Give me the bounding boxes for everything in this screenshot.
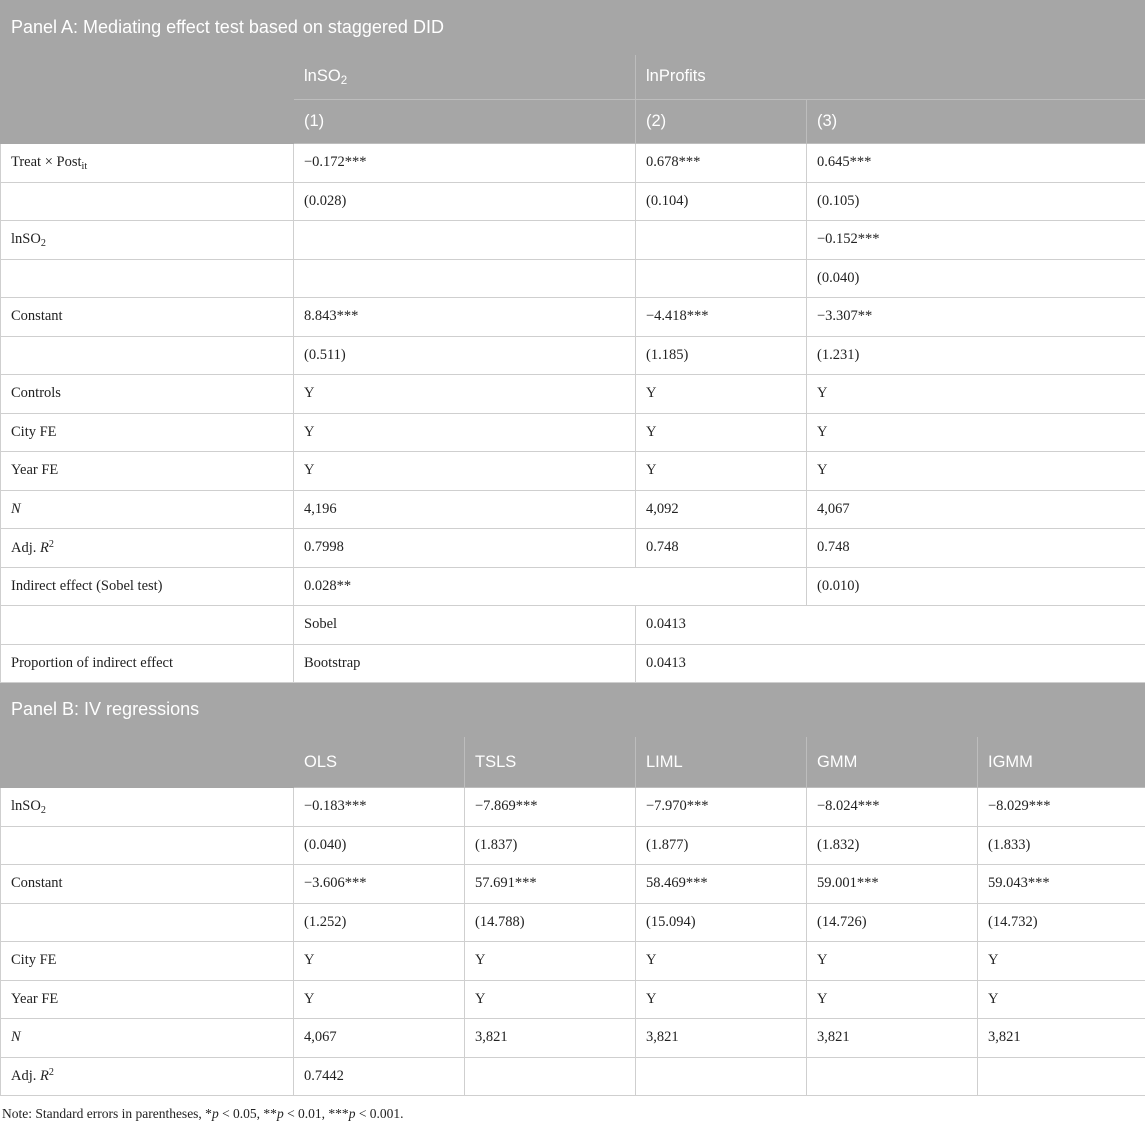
row-label-treat-post	[1, 144, 294, 183]
cell: (1.877)	[636, 826, 807, 865]
cell: Y	[807, 413, 1145, 452]
cell: (0.040)	[807, 259, 1145, 298]
table-row	[1, 452, 1145, 491]
cell: Y	[294, 942, 465, 981]
table-row	[1, 567, 1145, 606]
row-label-year-fe: Year FE	[1, 980, 294, 1019]
cell: Bootstrap	[294, 644, 636, 683]
cell: 0.645***	[807, 144, 1145, 183]
col-igmm: IGMM	[978, 737, 1145, 788]
table-row	[1, 1057, 1145, 1096]
cell: (0.010)	[807, 567, 1145, 606]
row-label-proportion: Proportion of indirect effect	[1, 644, 294, 683]
col-liml: LIML	[636, 737, 807, 788]
cell: (1.231)	[807, 336, 1145, 375]
cell	[294, 221, 636, 260]
cell: −3.307**	[807, 298, 1145, 337]
table-row	[1, 903, 1145, 942]
lnso2-text: lnSO	[11, 231, 41, 247]
table-row	[1, 529, 1145, 568]
cell: 3,821	[636, 1019, 807, 1058]
table-row	[1, 298, 1145, 337]
cell: −8.029***	[978, 788, 1145, 827]
note-p: p	[277, 1106, 284, 1121]
cell: 0.7998	[294, 529, 636, 568]
cell: 58.469***	[636, 865, 807, 904]
n-text: N	[11, 501, 21, 517]
cell: (0.105)	[807, 182, 1145, 221]
cell: Y	[294, 980, 465, 1019]
panel-b-title: Panel B: IV regressions	[1, 683, 1145, 737]
n-text: N	[11, 1029, 21, 1045]
cell: (1.837)	[465, 826, 636, 865]
stub-header	[1, 55, 294, 100]
row-label-constant: Constant	[1, 298, 294, 337]
cell: −7.869***	[465, 788, 636, 827]
cell: −0.152***	[807, 221, 1145, 260]
note-text: < 0.01, ***	[284, 1106, 349, 1121]
row-label-adj-r2	[1, 1057, 294, 1096]
treat-post-text: Treat × Post	[11, 154, 82, 170]
panel-a-col-number-row	[1, 99, 1145, 144]
table-row	[1, 826, 1145, 865]
lnso2-text: lnSO	[11, 798, 41, 814]
row-label-lnso2	[1, 221, 294, 260]
cell: 59.001***	[807, 865, 978, 904]
cell: Y	[636, 980, 807, 1019]
table-row	[1, 490, 1145, 529]
col-ols: OLS	[294, 737, 465, 788]
cell: (0.028)	[294, 182, 636, 221]
table-row	[1, 221, 1145, 260]
row-label-empty	[1, 259, 294, 298]
cell: 4,067	[807, 490, 1145, 529]
stub-header	[1, 737, 294, 788]
table-note	[0, 1096, 1145, 1122]
cell: 0.0413	[636, 644, 1145, 683]
cell: −8.024***	[807, 788, 978, 827]
cell: Y	[465, 980, 636, 1019]
cell: −0.183***	[294, 788, 465, 827]
row-label-empty	[1, 182, 294, 221]
cell: Y	[807, 452, 1145, 491]
r-sup: 2	[49, 539, 54, 550]
cell: Y	[636, 942, 807, 981]
cell: 0.7442	[294, 1057, 465, 1096]
col-2-label: (2)	[636, 99, 807, 144]
stub-header	[1, 99, 294, 144]
cell: 0.0413	[636, 606, 1145, 645]
cell: 4,067	[294, 1019, 465, 1058]
cell	[636, 259, 807, 298]
table-row	[1, 182, 1145, 221]
cell: 59.043***	[978, 865, 1145, 904]
note-text: < 0.001.	[355, 1106, 403, 1121]
cell: −4.418***	[636, 298, 807, 337]
cell: Y	[465, 942, 636, 981]
cell: (1.833)	[978, 826, 1145, 865]
dep-var-lnso2-text: lnSO	[304, 67, 341, 85]
cell: (15.094)	[636, 903, 807, 942]
cell: Y	[294, 413, 636, 452]
cell: −7.970***	[636, 788, 807, 827]
dep-var-lnprofits: lnProfits	[636, 55, 1145, 100]
note-text: Note: Standard errors in parentheses, *	[2, 1106, 212, 1121]
row-label-constant: Constant	[1, 865, 294, 904]
table-row	[1, 606, 1145, 645]
table-row	[1, 865, 1145, 904]
cell: (0.511)	[294, 336, 636, 375]
table-row	[1, 788, 1145, 827]
treat-post-sub: it	[82, 161, 88, 172]
adj-text: Adj.	[11, 540, 40, 556]
r-text: R	[40, 1068, 49, 1084]
row-label-empty	[1, 826, 294, 865]
r-text: R	[40, 540, 49, 556]
cell: Y	[807, 980, 978, 1019]
cell: (14.788)	[465, 903, 636, 942]
cell: 8.843***	[294, 298, 636, 337]
note-text: < 0.05, **	[219, 1106, 277, 1121]
lnso2-sub: 2	[41, 238, 46, 249]
table-row	[1, 375, 1145, 414]
cell: 3,821	[978, 1019, 1145, 1058]
table-row	[1, 259, 1145, 298]
cell	[636, 1057, 807, 1096]
cell: Y	[636, 452, 807, 491]
row-label-lnso2	[1, 788, 294, 827]
col-tsls: TSLS	[465, 737, 636, 788]
table-row	[1, 644, 1145, 683]
cell: (14.726)	[807, 903, 978, 942]
cell	[807, 1057, 978, 1096]
panel-a-title: Panel A: Mediating effect test based on staggered DID	[1, 1, 1145, 55]
row-label-year-fe: Year FE	[1, 452, 294, 491]
cell: −3.606***	[294, 865, 465, 904]
cell: 3,821	[807, 1019, 978, 1058]
cell: Y	[294, 452, 636, 491]
adj-text: Adj.	[11, 1068, 40, 1084]
col-3-label: (3)	[807, 99, 1145, 144]
table-row	[1, 336, 1145, 375]
row-label-city-fe: City FE	[1, 942, 294, 981]
lnso2-sub: 2	[41, 805, 46, 816]
cell: (0.040)	[294, 826, 465, 865]
cell: (14.732)	[978, 903, 1145, 942]
cell: Y	[294, 375, 636, 414]
cell: 4,092	[636, 490, 807, 529]
cell: 0.748	[636, 529, 807, 568]
cell: Y	[807, 375, 1145, 414]
cell: Y	[978, 942, 1145, 981]
cell: (1.185)	[636, 336, 807, 375]
table-row	[1, 980, 1145, 1019]
cell	[636, 221, 807, 260]
dep-var-lnso2	[294, 55, 636, 100]
cell: (1.252)	[294, 903, 465, 942]
row-label-city-fe: City FE	[1, 413, 294, 452]
row-label-empty	[1, 903, 294, 942]
cell: 0.678***	[636, 144, 807, 183]
note-p: p	[349, 1106, 356, 1121]
dep-var-lnso2-sub: 2	[341, 75, 347, 87]
cell: (0.104)	[636, 182, 807, 221]
panel-b-header	[1, 683, 1145, 737]
cell: Sobel	[294, 606, 636, 645]
col-gmm: GMM	[807, 737, 978, 788]
cell	[465, 1057, 636, 1096]
row-label-n	[1, 490, 294, 529]
cell: 0.028**	[294, 567, 807, 606]
row-label-adj-r2	[1, 529, 294, 568]
cell	[978, 1057, 1145, 1096]
cell: 57.691***	[465, 865, 636, 904]
cell: −0.172***	[294, 144, 636, 183]
row-label-empty	[1, 606, 294, 645]
row-label-controls: Controls	[1, 375, 294, 414]
col-1-label: (1)	[294, 99, 636, 144]
row-label-empty	[1, 336, 294, 375]
cell: 4,196	[294, 490, 636, 529]
table-row	[1, 942, 1145, 981]
table-row	[1, 413, 1145, 452]
cell: (1.832)	[807, 826, 978, 865]
cell: 0.748	[807, 529, 1145, 568]
cell: Y	[636, 413, 807, 452]
panel-a-header	[1, 1, 1145, 55]
table-row	[1, 144, 1145, 183]
table-row	[1, 1019, 1145, 1058]
row-label-indirect-effect: Indirect effect (Sobel test)	[1, 567, 294, 606]
r-sup: 2	[49, 1067, 54, 1078]
cell: Y	[636, 375, 807, 414]
panel-b-col-row	[1, 737, 1145, 788]
cell	[294, 259, 636, 298]
cell: 3,821	[465, 1019, 636, 1058]
cell: Y	[978, 980, 1145, 1019]
row-label-n	[1, 1019, 294, 1058]
panel-a-dep-var-row	[1, 55, 1145, 100]
note-p: p	[212, 1106, 219, 1121]
cell: Y	[807, 942, 978, 981]
